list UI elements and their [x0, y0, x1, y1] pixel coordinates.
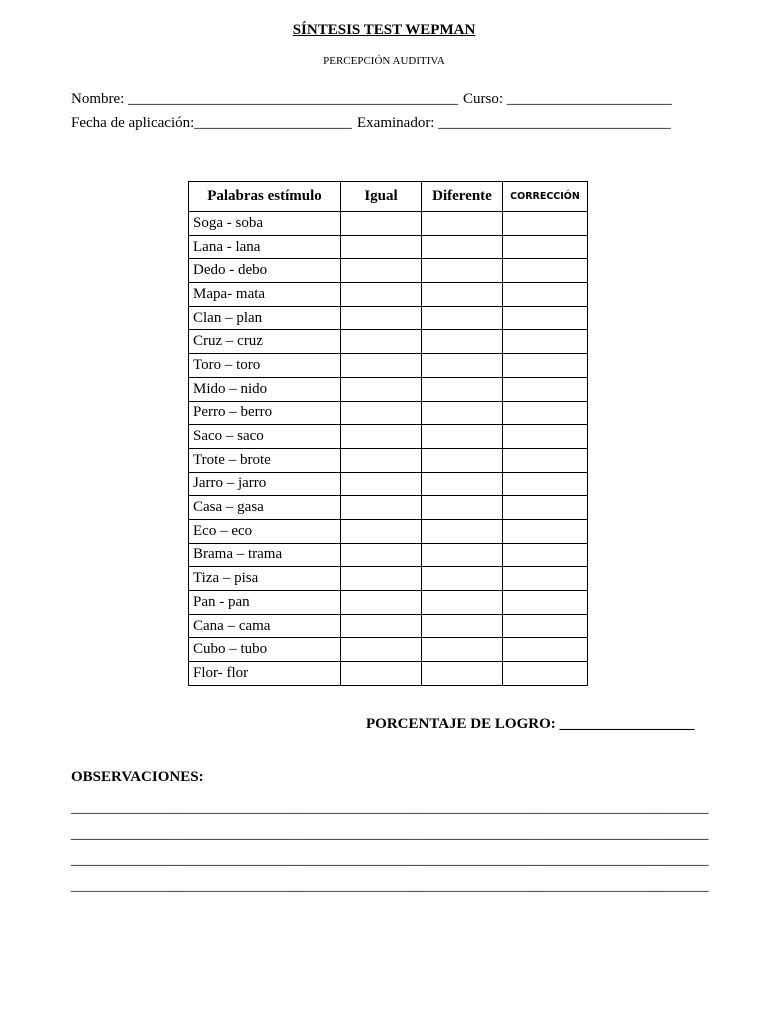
- diferente-cell: [422, 235, 503, 259]
- stimulus-word-cell: Tiza – pisa: [189, 567, 341, 591]
- diferente-cell: [422, 283, 503, 307]
- table-header-row: [189, 182, 588, 212]
- diferente-cell: [422, 401, 503, 425]
- stimulus-word-cell: Mapa- mata: [189, 283, 341, 307]
- observation-line: _____________________________________________________________________________________: [71, 852, 709, 868]
- table-row: [189, 591, 588, 615]
- table-row: [189, 472, 588, 496]
- table-row: [189, 330, 588, 354]
- curso-field: Curso: ______________________: [463, 91, 672, 107]
- igual-cell: [341, 283, 422, 307]
- correccion-cell: [503, 519, 588, 543]
- stimulus-word-cell: Dedo - debo: [189, 259, 341, 283]
- stimulus-word-cell: Pan - pan: [189, 591, 341, 615]
- diferente-cell: [422, 662, 503, 686]
- igual-cell: [341, 519, 422, 543]
- diferente-cell: [422, 519, 503, 543]
- table-row: [189, 283, 588, 307]
- igual-cell: [341, 567, 422, 591]
- header-palabras: Palabras estímulo: [189, 182, 341, 212]
- igual-cell: [341, 212, 422, 236]
- igual-cell: [341, 662, 422, 686]
- stimulus-word-cell: Soga - soba: [189, 212, 341, 236]
- stimulus-word-cell: Eco – eco: [189, 519, 341, 543]
- table-row: [189, 377, 588, 401]
- observation-line: _____________________________________________________________________________________: [71, 826, 709, 842]
- table-row: [189, 306, 588, 330]
- correccion-cell: [503, 283, 588, 307]
- correccion-cell: [503, 496, 588, 520]
- stimulus-word-cell: Brama – trama: [189, 543, 341, 567]
- examinador-field: Examinador: _______________________________: [357, 115, 671, 131]
- correccion-cell: [503, 377, 588, 401]
- correccion-cell: [503, 235, 588, 259]
- diferente-cell: [422, 472, 503, 496]
- diferente-cell: [422, 425, 503, 449]
- igual-cell: [341, 401, 422, 425]
- stimulus-word-cell: Clan – plan: [189, 306, 341, 330]
- fecha-field: Fecha de aplicación:_____________________: [71, 115, 352, 131]
- igual-cell: [341, 377, 422, 401]
- table-row: [189, 354, 588, 378]
- stimulus-word-cell: Perro – berro: [189, 401, 341, 425]
- stimulus-word-cell: Jarro – jarro: [189, 472, 341, 496]
- correccion-cell: [503, 401, 588, 425]
- igual-cell: [341, 425, 422, 449]
- document-subtitle: PERCEPCIÓN AUDITIVA: [323, 55, 445, 67]
- diferente-cell: [422, 212, 503, 236]
- diferente-cell: [422, 448, 503, 472]
- table-row: [189, 614, 588, 638]
- diferente-cell: [422, 330, 503, 354]
- nombre-field: Nombre: ____________________________________________: [71, 91, 459, 107]
- table-row: [189, 259, 588, 283]
- correccion-cell: [503, 306, 588, 330]
- header-diferente: Diferente: [422, 182, 503, 212]
- igual-cell: [341, 638, 422, 662]
- correccion-cell: [503, 472, 588, 496]
- table-row: [189, 401, 588, 425]
- correccion-cell: [503, 638, 588, 662]
- stimulus-word-cell: Cubo – tubo: [189, 638, 341, 662]
- diferente-cell: [422, 354, 503, 378]
- correccion-cell: [503, 591, 588, 615]
- stimulus-word-cell: Trote – brote: [189, 448, 341, 472]
- correccion-cell: [503, 212, 588, 236]
- correccion-cell: [503, 354, 588, 378]
- correccion-cell: [503, 448, 588, 472]
- igual-cell: [341, 235, 422, 259]
- diferente-cell: [422, 377, 503, 401]
- document-title: SÍNTESIS TEST WEPMAN: [292, 22, 476, 38]
- table-row: [189, 425, 588, 449]
- diferente-cell: [422, 567, 503, 591]
- diferente-cell: [422, 543, 503, 567]
- table-row: [189, 543, 588, 567]
- correccion-cell: [503, 543, 588, 567]
- igual-cell: [341, 591, 422, 615]
- igual-cell: [341, 354, 422, 378]
- igual-cell: [341, 306, 422, 330]
- igual-cell: [341, 614, 422, 638]
- igual-cell: [341, 259, 422, 283]
- header-correccion: CORRECCIÓN: [503, 182, 588, 212]
- table-row: [189, 638, 588, 662]
- table-row: [189, 448, 588, 472]
- diferente-cell: [422, 259, 503, 283]
- igual-cell: [341, 543, 422, 567]
- diferente-cell: [422, 638, 503, 662]
- stimulus-word-cell: Cruz – cruz: [189, 330, 341, 354]
- stimulus-word-cell: Casa – gasa: [189, 496, 341, 520]
- correccion-cell: [503, 567, 588, 591]
- stimulus-word-cell: Lana - lana: [189, 235, 341, 259]
- diferente-cell: [422, 306, 503, 330]
- diferente-cell: [422, 496, 503, 520]
- stimulus-word-cell: Flor- flor: [189, 662, 341, 686]
- table-row: [189, 235, 588, 259]
- stimulus-words-table: [188, 181, 588, 686]
- correccion-cell: [503, 330, 588, 354]
- diferente-cell: [422, 614, 503, 638]
- correccion-cell: [503, 662, 588, 686]
- correccion-cell: [503, 259, 588, 283]
- correccion-cell: [503, 425, 588, 449]
- stimulus-word-cell: Saco – saco: [189, 425, 341, 449]
- igual-cell: [341, 448, 422, 472]
- igual-cell: [341, 330, 422, 354]
- igual-cell: [341, 496, 422, 520]
- igual-cell: [341, 472, 422, 496]
- table-row: [189, 519, 588, 543]
- observation-line: _____________________________________________________________________________________: [71, 878, 709, 894]
- observaciones-label: OBSERVACIONES:: [71, 769, 204, 785]
- table-row: [189, 567, 588, 591]
- porcentaje-logro: PORCENTAJE DE LOGRO: __________________: [366, 716, 695, 732]
- table-row: [189, 662, 588, 686]
- diferente-cell: [422, 591, 503, 615]
- correccion-cell: [503, 614, 588, 638]
- observation-line: _____________________________________________________________________________________: [71, 800, 709, 816]
- stimulus-word-cell: Mido – nido: [189, 377, 341, 401]
- header-igual: Igual: [341, 182, 422, 212]
- stimulus-word-cell: Toro – toro: [189, 354, 341, 378]
- stimulus-word-cell: Cana – cama: [189, 614, 341, 638]
- table-row: [189, 496, 588, 520]
- table-row: [189, 212, 588, 236]
